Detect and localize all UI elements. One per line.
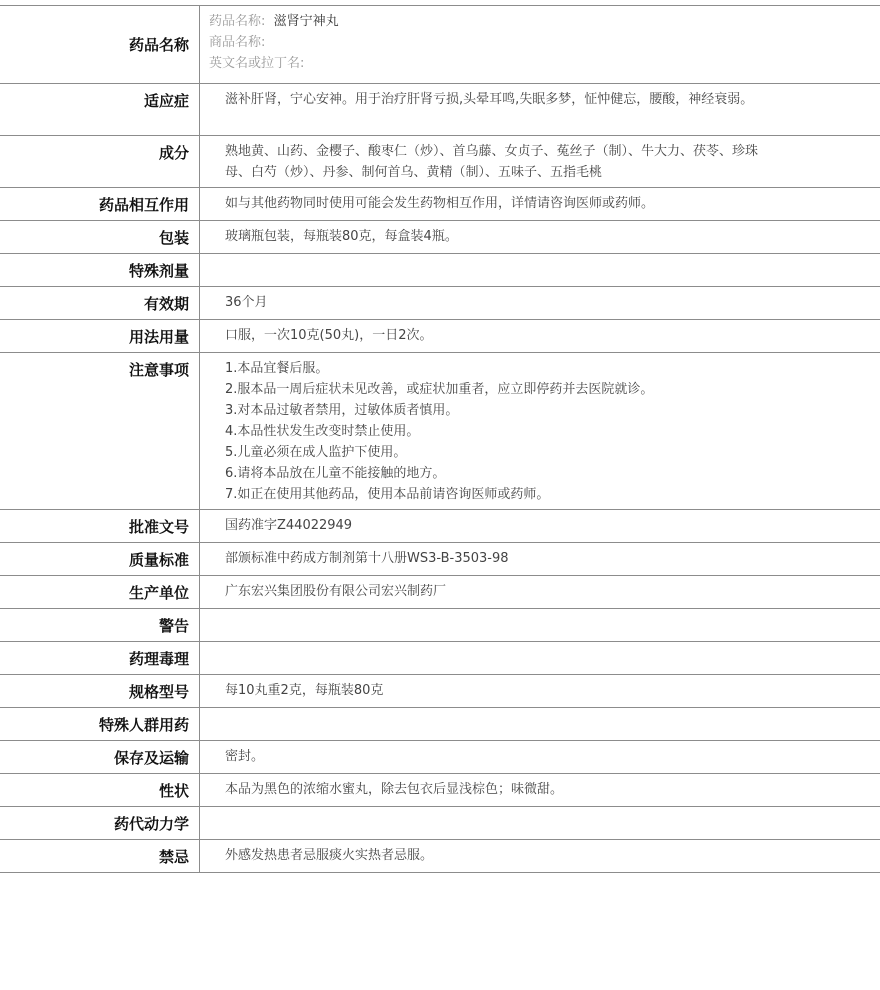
row-label: 禁忌 [0, 840, 200, 872]
row-value: 部颁标准中药成方制剂第十八册WS3-B-3503-98 [225, 551, 509, 566]
row-value: 本品为黑色的浓缩水蜜丸，除去包衣后显浅棕色；味微甜。 [225, 782, 564, 797]
row-value [200, 254, 880, 286]
drug-info-table [0, 5, 880, 873]
row-value [200, 807, 880, 839]
row-value: 外感发热患者忌服痰火实热者忌服。 [225, 848, 434, 863]
row-label: 特殊人群用药 [0, 708, 200, 740]
row-label: 注意事项 [0, 353, 200, 509]
row-label: 药品相互作用 [0, 188, 200, 220]
drug-name-label: 药品名称: [209, 14, 266, 29]
row-value: 国药准字Z44022949 [225, 518, 353, 533]
row-pharmacokinetics [0, 807, 880, 840]
row-label: 适应症 [0, 84, 200, 135]
row-value [200, 708, 880, 740]
row-value: 如与其他药物同时使用可能会发生药物相互作用，详情请咨询医师或药师。 [225, 196, 655, 211]
row-ingredients [0, 136, 880, 188]
row-value [200, 6, 880, 83]
row-label: 药品名称 [0, 6, 200, 83]
row-label: 规格型号 [0, 675, 200, 707]
row-value [200, 642, 880, 674]
row-label: 批准文号 [0, 510, 200, 542]
row-contraindications [0, 840, 880, 873]
row-label: 有效期 [0, 287, 200, 319]
row-label: 包装 [0, 221, 200, 253]
row-value: 玻璃瓶包装，每瓶装80克，每盒装4瓶。 [225, 229, 458, 244]
row-storage [0, 741, 880, 774]
precaution-item: 6.请将本品放在儿童不能接触的地方。 [225, 466, 446, 481]
row-label: 生产单位 [0, 576, 200, 608]
row-indication [0, 84, 880, 136]
trade-name-label: 商品名称: [209, 35, 266, 50]
precaution-item: 7.如正在使用其他药品，使用本品前请咨询医师或药师。 [225, 487, 550, 502]
row-toxicology [0, 642, 880, 675]
drug-name-value: 滋肾宁神丸 [273, 14, 339, 29]
row-label: 警告 [0, 609, 200, 641]
row-special-groups [0, 708, 880, 741]
row-label: 性状 [0, 774, 200, 806]
english-name-label: 英文名或拉丁名: [209, 56, 305, 71]
precaution-item: 5.儿童必须在成人监护下使用。 [225, 445, 407, 460]
row-approval [0, 510, 880, 543]
row-value: 密封。 [225, 749, 265, 764]
row-value: 熟地黄、山药、金樱子、酸枣仁（炒）、首乌藤、女贞子、菟丝子（制）、牛大力、茯苓、珍珠母、白芍（炒）、丹参、制何首乌、黄精（制）、五味子、五指毛桃 [225, 144, 759, 180]
row-label: 质量标准 [0, 543, 200, 575]
row-label: 用法用量 [0, 320, 200, 352]
precaution-item: 3.对本品过敏者禁用，过敏体质者慎用。 [225, 403, 459, 418]
row-standard [0, 543, 880, 576]
row-label: 药理毒理 [0, 642, 200, 674]
row-interaction [0, 188, 880, 221]
row-label: 成分 [0, 136, 200, 187]
row-value [200, 353, 880, 509]
row-validity [0, 287, 880, 320]
row-value: 口服，一次10克(50丸)，一日2次。 [225, 328, 433, 343]
row-package [0, 221, 880, 254]
row-value: 滋补肝肾，宁心安神。用于治疗肝肾亏损,头晕耳鸣,失眠多梦，怔忡健忘，腰酸，神经衰弱。 [225, 92, 754, 107]
row-drug-name [0, 6, 880, 84]
row-manufacturer [0, 576, 880, 609]
row-value: 广东宏兴集团股份有限公司宏兴制药厂 [225, 584, 447, 599]
row-value: 36个月 [225, 295, 268, 310]
row-spec [0, 675, 880, 708]
row-label: 药代动力学 [0, 807, 200, 839]
row-warning [0, 609, 880, 642]
precaution-item: 4.本品性状发生改变时禁止使用。 [225, 424, 420, 439]
row-label: 保存及运输 [0, 741, 200, 773]
row-value [200, 609, 880, 641]
precaution-item: 1.本品宜餐后服。 [225, 361, 329, 376]
precaution-item: 2.服本品一周后症状未见改善，或症状加重者，应立即停药并去医院就诊。 [225, 382, 654, 397]
row-usage [0, 320, 880, 353]
row-special-dosage [0, 254, 880, 287]
row-value: 每10丸重2克，每瓶装80克 [225, 683, 384, 698]
row-appearance [0, 774, 880, 807]
row-label: 特殊剂量 [0, 254, 200, 286]
row-precautions [0, 353, 880, 510]
